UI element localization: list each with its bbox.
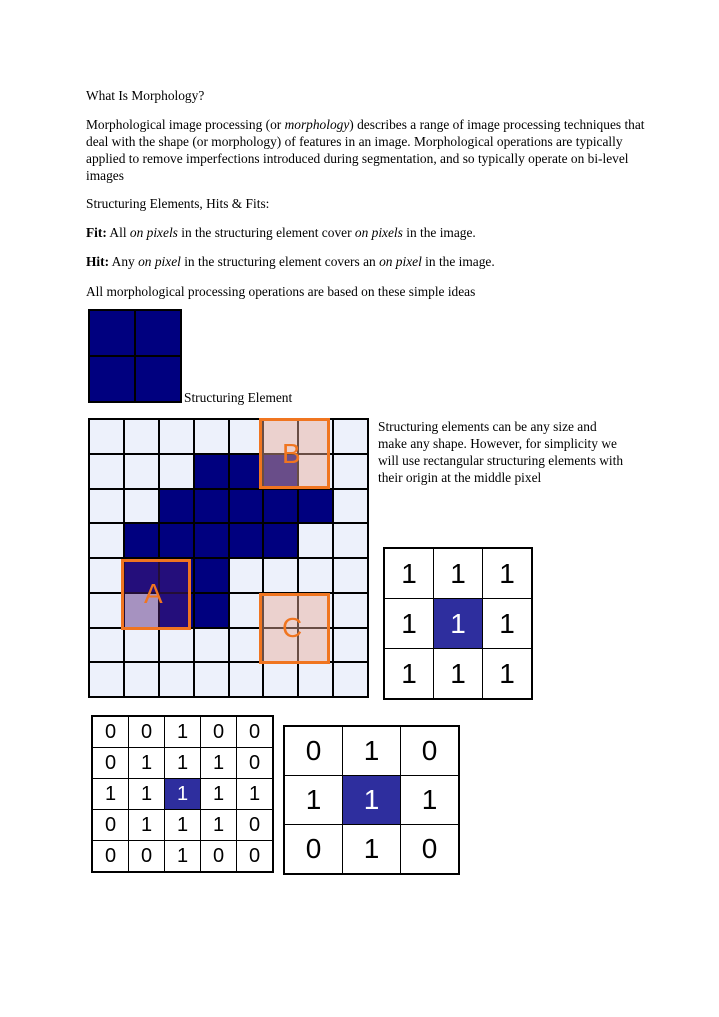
matrix-cell: 1 [483, 649, 533, 700]
image-pixel-on [298, 489, 333, 524]
image-pixel-off [89, 419, 124, 454]
matrix-row [92, 779, 273, 810]
matrix-row [92, 716, 273, 748]
matrix-cell: 1 [165, 748, 201, 779]
matrix-3x3-cross [283, 725, 460, 875]
image-pixel-off [333, 628, 368, 663]
image-pixel-off [89, 523, 124, 558]
image-pixel-off [194, 419, 229, 454]
matrix-row [284, 776, 459, 825]
image-pixel-off [229, 662, 264, 697]
matrix-row [284, 726, 459, 776]
matrix-cell: 1 [201, 748, 237, 779]
matrix-cell: 0 [237, 841, 274, 873]
matrix-origin-cell: 1 [165, 779, 201, 810]
matrix-cell: 1 [483, 548, 533, 599]
matrix-cell: 1 [129, 779, 165, 810]
hit-emphasis-1: on pixel [138, 254, 181, 269]
matrix-row [92, 748, 273, 779]
fit-emphasis-1: on pixels [129, 225, 178, 240]
fit-definition [86, 224, 646, 241]
image-pixel-off [89, 662, 124, 697]
image-pixel-off [124, 454, 159, 489]
image-pixel-off [124, 489, 159, 524]
matrix-cell: 0 [237, 810, 274, 841]
matrix-cell: 0 [92, 748, 129, 779]
matrix-cell: 0 [401, 726, 460, 776]
matrix-cell: 1 [129, 810, 165, 841]
se-cell [89, 356, 135, 402]
matrix-cell: 1 [129, 748, 165, 779]
matrix-cell: 1 [483, 599, 533, 649]
probe-b-label: B [282, 438, 301, 469]
se-cell [89, 310, 135, 356]
matrix-origin-cell: 1 [343, 776, 401, 825]
image-pixel-off [194, 628, 229, 663]
matrix-row [384, 599, 532, 649]
image-pixel-on [194, 558, 229, 593]
page-heading: What Is Morphology? [86, 88, 205, 103]
matrix-cell: 0 [92, 841, 129, 873]
image-pixel-off [333, 419, 368, 454]
side-note: Structuring elements can be any size and make any shape. However, for simplicity we will use rectangular structuring elements with their origin at the middle pixel [378, 419, 624, 485]
matrix-cell: 0 [284, 726, 343, 776]
image-pixel-off [229, 558, 264, 593]
matrix-row [284, 825, 459, 875]
image-pixel-off [333, 489, 368, 524]
matrix-cell: 1 [401, 776, 460, 825]
section-title: Structuring Elements, Hits & Fits: [86, 196, 270, 211]
image-pixel-off [263, 558, 298, 593]
image-pixel-off [124, 662, 159, 697]
matrix-cell: 0 [92, 810, 129, 841]
image-pixel-off [89, 454, 124, 489]
image-pixel-off [89, 558, 124, 593]
image-pixel-off [333, 523, 368, 558]
image-pixel-on [159, 489, 194, 524]
image-pixel-on [124, 523, 159, 558]
image-pixel-off [89, 489, 124, 524]
image-pixel-on [159, 523, 194, 558]
matrix-3x3-square [383, 547, 533, 700]
matrix-cell: 1 [201, 810, 237, 841]
structuring-element-2x2 [88, 309, 182, 403]
probe-a-label: A [144, 578, 163, 609]
matrix-cell: 1 [343, 825, 401, 875]
image-pixel-off [124, 628, 159, 663]
image-pixel-off [298, 558, 333, 593]
hit-label: Hit: [86, 254, 110, 269]
hit-text-1: Any [109, 254, 139, 269]
matrix-cell: 1 [92, 779, 129, 810]
fit-text-3: in the image. [402, 225, 476, 240]
matrix-cell: 1 [343, 726, 401, 776]
image-pixel-on [263, 489, 298, 524]
image-pixel-off [124, 419, 159, 454]
matrix-cell: 1 [384, 649, 434, 700]
image-pixel-off [333, 454, 368, 489]
matrix-cell: 1 [165, 810, 201, 841]
image-pixel-on [229, 523, 264, 558]
image-pixel-on [194, 523, 229, 558]
image-pixel-off [89, 628, 124, 663]
matrix-5x5-diamond [91, 715, 274, 873]
intro-emphasis: morphology [284, 117, 350, 132]
fit-label: Fit: [86, 225, 107, 240]
image-pixel-off [333, 662, 368, 697]
matrix-origin-cell: 1 [434, 599, 483, 649]
image-pixel-on [263, 523, 298, 558]
basis-sentence: All morphological processing operations are based on these simple ideas [86, 284, 476, 299]
image-pixel-off [194, 662, 229, 697]
image-pixel-on [194, 489, 229, 524]
intro-text-1: Morphological image processing (or [86, 117, 285, 132]
hit-text-2: in the structuring element covers an [180, 254, 380, 269]
matrix-row [384, 649, 532, 700]
matrix-cell: 1 [237, 779, 274, 810]
matrix-cell: 0 [284, 825, 343, 875]
image-pixel-off [333, 593, 368, 628]
matrix-row [384, 548, 532, 599]
hit-emphasis-2: on pixel [379, 254, 422, 269]
image-pixel-off [263, 662, 298, 697]
matrix-row [92, 841, 273, 873]
image-pixel-off [159, 662, 194, 697]
image-pixel-off [89, 593, 124, 628]
matrix-cell: 1 [165, 841, 201, 873]
image-pixel-off [159, 419, 194, 454]
matrix-cell: 1 [384, 599, 434, 649]
structuring-element-caption: Structuring Element [184, 390, 293, 405]
matrix-cell: 1 [201, 779, 237, 810]
matrix-cell: 1 [284, 776, 343, 825]
matrix-cell: 0 [129, 716, 165, 748]
matrix-cell: 1 [165, 716, 201, 748]
image-pixel-off [333, 558, 368, 593]
image-pixel-off [159, 454, 194, 489]
fit-emphasis-2: on pixels [354, 225, 403, 240]
matrix-cell: 1 [384, 548, 434, 599]
image-pixel-on [194, 454, 229, 489]
matrix-cell: 0 [201, 841, 237, 873]
intro-paragraph [86, 116, 646, 184]
probe-c-label: C [282, 612, 303, 643]
image-pixel-on [229, 489, 264, 524]
image-pixel-off [159, 628, 194, 663]
matrix-row [92, 810, 273, 841]
fit-text-1: All [106, 225, 130, 240]
intro-text-2: ) describes a range of image processing techniques that deal with the shape (or morphology) of features in an image. Morphological operations are typically applied to remove imperfections introduced during segmentation, and so typically operate on bi-level images [86, 117, 645, 183]
image-pixel-on [194, 593, 229, 628]
matrix-cell: 0 [237, 748, 274, 779]
hit-text-3: in the image. [421, 254, 495, 269]
matrix-cell: 1 [434, 649, 483, 700]
matrix-cell: 1 [434, 548, 483, 599]
matrix-cell: 0 [201, 716, 237, 748]
image-pixel-off [298, 662, 333, 697]
image-pixel-off [298, 523, 333, 558]
matrix-cell: 0 [237, 716, 274, 748]
matrix-cell: 0 [129, 841, 165, 873]
matrix-cell: 0 [401, 825, 460, 875]
hit-definition [86, 253, 646, 270]
se-cell [135, 356, 181, 402]
se-cell [135, 310, 181, 356]
matrix-cell: 0 [92, 716, 129, 748]
fit-text-2: in the structuring element cover [177, 225, 355, 240]
